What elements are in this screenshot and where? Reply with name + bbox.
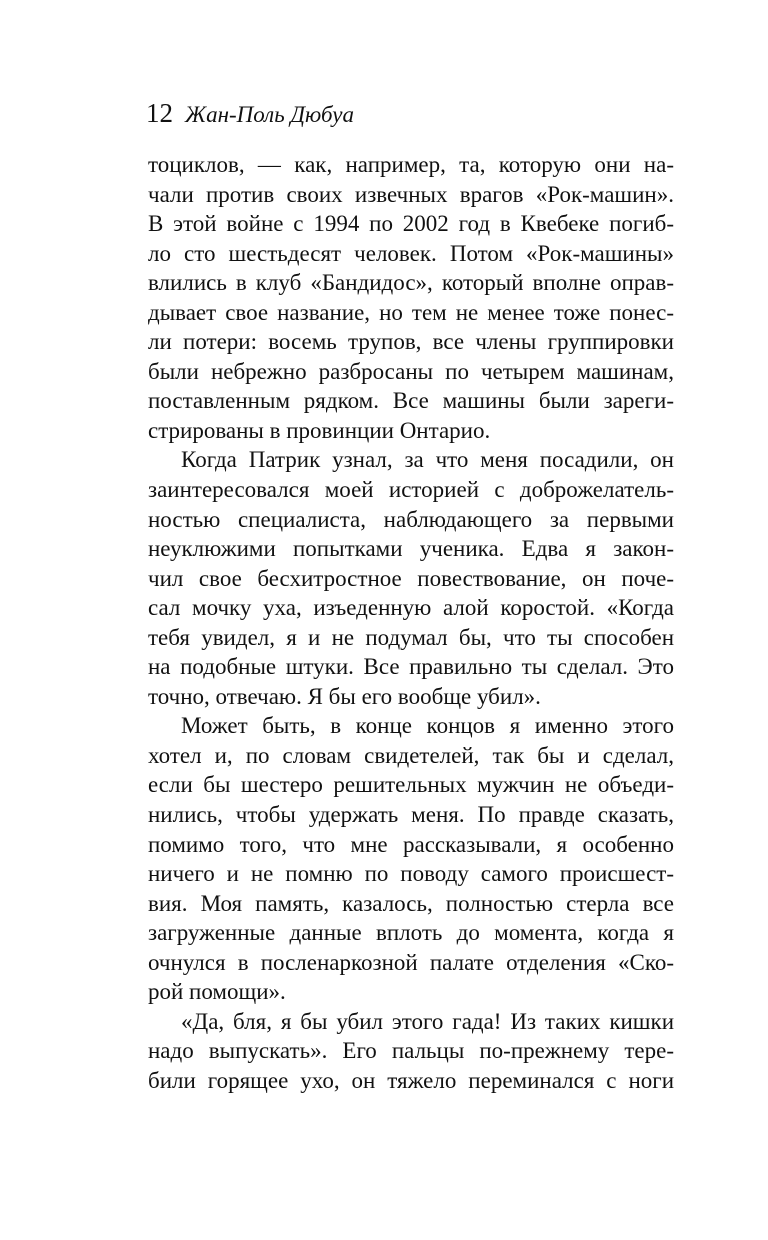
text-line: неуклюжими попытками ученика. Едва я закон- [148, 536, 674, 562]
text-line: били горящее ухо, он тяжело переминался с ноги [148, 1067, 674, 1093]
text-line: загруженные данные вплоть до момента, когда я [148, 920, 674, 946]
text-line: тоциклов, — как, например, та, которую они на- [148, 152, 674, 177]
author-name: Жан-Поль Дюбуа [185, 102, 354, 127]
text-line: помимо того, что мне рассказывали, я особенно [148, 831, 674, 857]
text-line: ло сто шестьдесят человек. Потом «Рок-машины» [148, 240, 674, 266]
text-line: поставленным рядком. Все машины были зареги- [148, 388, 674, 414]
text-line: Может быть, в конце концов я именно этого [181, 713, 674, 739]
text-line: заинтересовался моей историей с доброжелатель- [148, 477, 674, 503]
text-line: дывает свое название, но тем не менее тоже понес- [148, 299, 674, 325]
text-line: очнулся в посленаркозной палате отделения «Ско- [148, 949, 674, 975]
text-line: рой помощи». [148, 979, 286, 1005]
running-header [146, 98, 354, 134]
text-line: точно, отвечаю. Я бы его вообще убил». [148, 683, 541, 709]
text-line: были небрежно разбросаны по четырем машинам, [148, 358, 674, 384]
text-line: Когда Патрик узнал, за что меня посадили, он [181, 447, 674, 473]
text-line: чали против своих извечных врагов «Рок-машин». [148, 181, 674, 207]
text-line: надо выпускать». Его пальцы по-прежнему тере- [148, 1038, 674, 1064]
text-line: влились в клуб «Бандидос», который вполне оправ- [148, 270, 674, 296]
text-line: сал мочку уха, изъеденную алой коростой. «Когда [148, 595, 674, 621]
text-line: чил свое бесхитростное повествование, он поче- [148, 565, 674, 591]
text-line: ностью специалиста, наблюдающего за первыми [148, 506, 674, 532]
text-line: стрированы в провинции Онтарио. [148, 417, 491, 443]
text-line: если бы шестеро решительных мужчин не объеди- [148, 772, 674, 798]
text-line: вия. Моя память, казалось, полностью стерла все [148, 890, 674, 916]
text-line: В этой войне с 1994 по 2002 год в Квебеке погиб- [148, 211, 674, 237]
body-text [148, 150, 674, 1096]
text-line: ничего и не помню по поводу самого происшест- [148, 861, 674, 887]
text-line: хотел и, по словам свидетелей, так бы и сделал, [148, 742, 674, 768]
text-line: ли потери: восемь трупов, все члены группировки [148, 329, 674, 355]
text-line: нились, чтобы удержать меня. По правде сказать, [148, 802, 674, 828]
page-number: 12 [146, 98, 173, 128]
text-line: тебя увидел, я и не подумал бы, что ты способен [148, 624, 674, 650]
text-line: на подобные штуки. Все правильно ты сделал. Это [148, 654, 674, 680]
text-line: «Да, бля, я бы убил этого гада! Из таких кишки [181, 1008, 674, 1034]
